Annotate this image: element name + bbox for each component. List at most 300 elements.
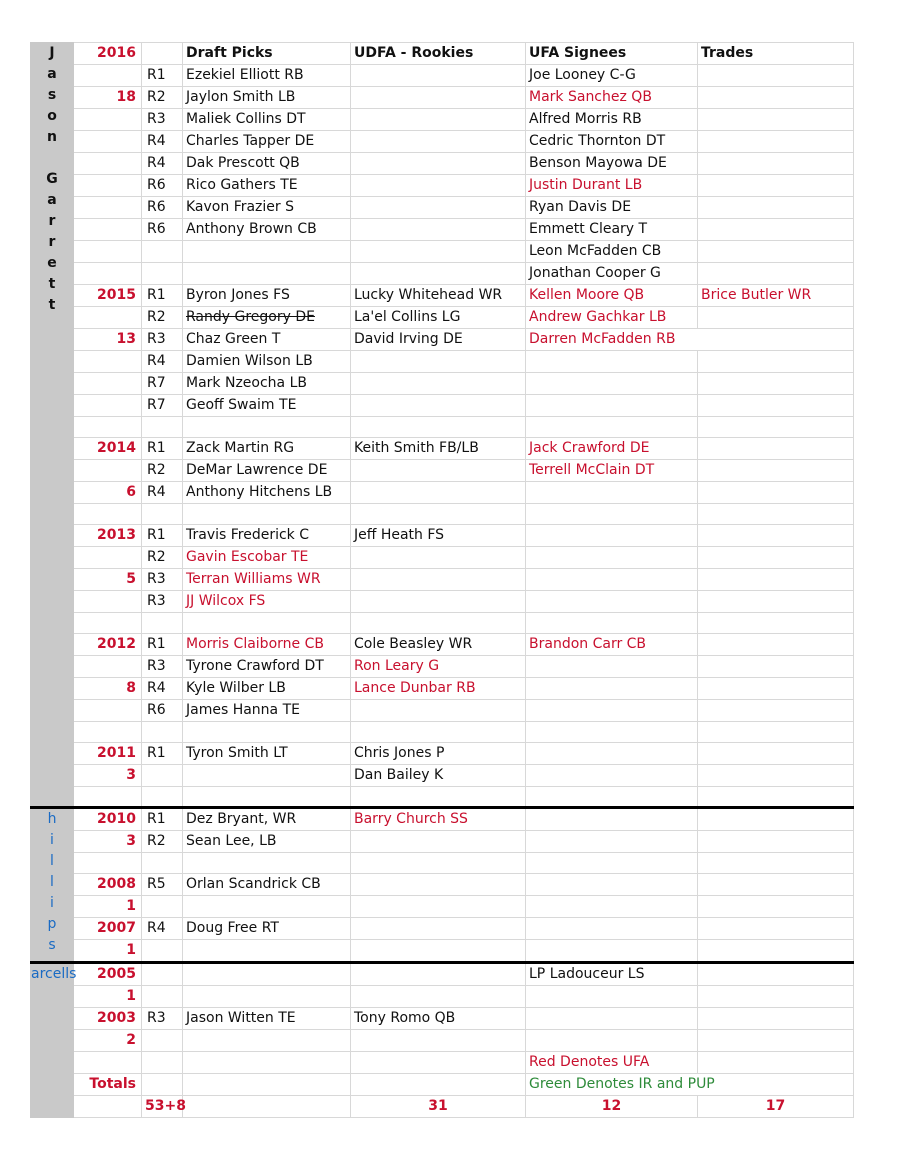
- draft-pick-cell: [183, 896, 351, 918]
- ufa-signee-cell: Justin Durant LB: [526, 175, 698, 197]
- draft-pick-cell: Travis Frederick C: [183, 525, 351, 547]
- round-cell: R3: [142, 1008, 183, 1030]
- draft-pick-cell: Terran Williams WR: [183, 569, 351, 591]
- ufa-signee-cell: [526, 351, 698, 373]
- draft-pick-cell: Dez Bryant, WR: [183, 808, 351, 831]
- table-row: [31, 131, 854, 153]
- trade-cell: [698, 1008, 854, 1030]
- trade-cell: [698, 896, 854, 918]
- round-cell: R3: [142, 109, 183, 131]
- table-row: [31, 241, 854, 263]
- coach-letter: h: [47, 811, 57, 827]
- year-cell: [74, 547, 142, 569]
- round-cell: R2: [142, 307, 183, 329]
- ufa-signee-cell: Red Denotes UFA: [526, 1052, 698, 1074]
- round-cell: R4: [142, 482, 183, 504]
- ufa-signee-cell: [526, 678, 698, 700]
- ufa-signee-cell: Kellen Moore QB: [526, 285, 698, 307]
- draft-pick-cell: [183, 613, 351, 634]
- draft-pick-cell: Ezekiel Elliott RB: [183, 65, 351, 87]
- udfa-cell: [351, 918, 526, 940]
- table-row: [31, 460, 854, 482]
- udfa-cell: [351, 504, 526, 525]
- udfa-cell: Lucky Whitehead WR: [351, 285, 526, 307]
- year-cell: Totals: [74, 1074, 142, 1096]
- draft-pick-cell: Maliek Collins DT: [183, 109, 351, 131]
- round-cell: [142, 1074, 183, 1096]
- year-cell: [74, 722, 142, 743]
- draft-pick-cell: [183, 263, 351, 285]
- udfa-cell: Barry Church SS: [351, 808, 526, 831]
- udfa-cell: [351, 153, 526, 175]
- header-row: [31, 43, 854, 65]
- ufa-signee-cell: Cedric Thornton DT: [526, 131, 698, 153]
- round-cell: R6: [142, 175, 183, 197]
- trade-cell: [698, 656, 854, 678]
- udfa-cell: [351, 700, 526, 722]
- table-row: [31, 569, 854, 591]
- year-cell: [74, 131, 142, 153]
- round-cell: R1: [142, 65, 183, 87]
- round-cell: R4: [142, 918, 183, 940]
- ufa-signee-cell: [526, 853, 698, 874]
- draft-pick-cell: [183, 853, 351, 874]
- coach-letter: a: [47, 192, 57, 208]
- table-row: [31, 743, 854, 765]
- udfa-cell: [351, 87, 526, 109]
- draft-pick-cell: [183, 417, 351, 438]
- udfa-cell: Jeff Heath FS: [351, 525, 526, 547]
- ufa-signee-cell: [526, 765, 698, 787]
- table-row: [31, 153, 854, 175]
- trade-cell: Brice Butler WR: [698, 285, 854, 307]
- trade-cell: [698, 765, 854, 787]
- year-cell: [74, 307, 142, 329]
- udfa-cell: Tony Romo QB: [351, 1008, 526, 1030]
- round-cell: R6: [142, 219, 183, 241]
- trade-cell: [698, 504, 854, 525]
- coach-letter: a: [31, 966, 40, 982]
- table-row: [31, 986, 854, 1008]
- ufa-signee-cell: [526, 896, 698, 918]
- ufa-signee-cell: [526, 722, 698, 743]
- table-row: [31, 722, 854, 743]
- draft-pick-cell: Anthony Brown CB: [183, 219, 351, 241]
- ufa-signee-cell: [526, 525, 698, 547]
- round-cell: R6: [142, 700, 183, 722]
- year-cell: [74, 417, 142, 438]
- year-cell: [74, 1052, 142, 1074]
- table-row: [31, 765, 854, 787]
- draft-pick-cell: Sean Lee, LB: [183, 831, 351, 853]
- draft-pick-cell: Gavin Escobar TE: [183, 547, 351, 569]
- table-row: [31, 87, 854, 109]
- ufa-signee-cell: Ryan Davis DE: [526, 197, 698, 219]
- table-row: [31, 351, 854, 373]
- table-row: [31, 591, 854, 613]
- round-cell: R4: [142, 351, 183, 373]
- draft-pick-cell: Zack Martin RG: [183, 438, 351, 460]
- draft-pick-cell: Doug Free RT: [183, 918, 351, 940]
- coach-letter: e: [52, 966, 62, 982]
- udfa-cell: [351, 395, 526, 417]
- draft-pick-cell: Anthony Hitchens LB: [183, 482, 351, 504]
- trade-cell: [698, 525, 854, 547]
- draft-pick-cell: Geoff Swaim TE: [183, 395, 351, 417]
- trade-cell: [698, 351, 854, 373]
- draft-pick-cell: Morris Claiborne CB: [183, 634, 351, 656]
- round-cell: [142, 241, 183, 263]
- ufa-signee-cell: Joe Looney C-G: [526, 65, 698, 87]
- round-cell: R3: [142, 329, 183, 351]
- trade-cell: [698, 831, 854, 853]
- draft-pick-cell: [183, 1074, 351, 1096]
- udfa-cell: [351, 853, 526, 874]
- trade-cell: [698, 874, 854, 896]
- round-cell: R6: [142, 197, 183, 219]
- ufa-signee-cell: [526, 482, 698, 504]
- trade-cell: [698, 700, 854, 722]
- ufa-signee-cell: Jack Crawford DE: [526, 438, 698, 460]
- header-draft-picks: Draft Picks: [183, 43, 351, 65]
- ufa-signee-cell: [526, 986, 698, 1008]
- round-cell: R3: [142, 656, 183, 678]
- ufa-signee-cell: [526, 417, 698, 438]
- udfa-cell: [351, 547, 526, 569]
- table-row: [31, 1030, 854, 1052]
- draft-pick-cell: DeMar Lawrence DE: [183, 460, 351, 482]
- table-row: [31, 918, 854, 940]
- round-cell: R4: [142, 131, 183, 153]
- draft-pick-cell: Randy Gregory DE: [183, 307, 351, 329]
- udfa-cell: La'el Collins LG: [351, 307, 526, 329]
- draft-pick-cell: Jason Witten TE: [183, 1008, 351, 1030]
- ufa-signee-cell: [526, 504, 698, 525]
- year-cell: [74, 460, 142, 482]
- ufa-signee-cell: Andrew Gachkar LB: [526, 307, 698, 329]
- udfa-cell: [351, 1074, 526, 1096]
- draft-pick-cell: Kyle Wilber LB: [183, 678, 351, 700]
- trade-cell: [698, 109, 854, 131]
- draft-pick-cell: Kavon Frazier S: [183, 197, 351, 219]
- year-cell: 3: [74, 831, 142, 853]
- udfa-cell: [351, 241, 526, 263]
- year-cell: [74, 504, 142, 525]
- coach-letter: i: [50, 895, 54, 911]
- round-cell: [142, 853, 183, 874]
- header-round: [142, 43, 183, 65]
- draft-pick-cell: [183, 1030, 351, 1052]
- year-cell: [74, 351, 142, 373]
- table-row: [31, 853, 854, 874]
- year-cell: 2005: [74, 963, 142, 986]
- ufa-signee-cell: Jonathan Cooper G: [526, 263, 698, 285]
- year-cell: 6: [74, 482, 142, 504]
- coach-letter: l: [61, 966, 66, 982]
- table-row: [31, 613, 854, 634]
- trade-cell: [698, 986, 854, 1008]
- round-cell: R7: [142, 395, 183, 417]
- ufa-signee-cell: [526, 940, 698, 963]
- table-row: [31, 656, 854, 678]
- round-cell: R1: [142, 743, 183, 765]
- table-row: [31, 1052, 854, 1074]
- udfa-cell: Keith Smith FB/LB: [351, 438, 526, 460]
- table-row: [31, 329, 854, 351]
- round-cell: R1: [142, 438, 183, 460]
- year-cell: 5: [74, 569, 142, 591]
- ufa-signee-cell: Green Denotes IR and PUP: [526, 1074, 854, 1096]
- trade-cell: [698, 65, 854, 87]
- udfa-cell: [351, 896, 526, 918]
- ufa-signee-cell: [526, 547, 698, 569]
- trade-cell: [698, 263, 854, 285]
- table-row: [31, 700, 854, 722]
- draft-pick-cell: Orlan Scandrick CB: [183, 874, 351, 896]
- year-cell: 2011: [74, 743, 142, 765]
- year-cell: [74, 263, 142, 285]
- udfa-cell: David Irving DE: [351, 329, 526, 351]
- coach-letter: t: [48, 276, 56, 292]
- year-cell: 2008: [74, 874, 142, 896]
- coach-letter: n: [47, 129, 57, 145]
- ufa-signee-cell: Brandon Carr CB: [526, 634, 698, 656]
- draft-pick-cell: [183, 1052, 351, 1074]
- coach-letter: [31, 148, 73, 169]
- year-cell: 2014: [74, 438, 142, 460]
- round-cell: R1: [142, 285, 183, 307]
- year-cell: 2013: [74, 525, 142, 547]
- udfa-cell: [351, 197, 526, 219]
- round-cell: [142, 765, 183, 787]
- round-cell: [142, 417, 183, 438]
- round-cell: [142, 963, 183, 986]
- draft-pick-cell: Damien Wilson LB: [183, 351, 351, 373]
- table-row: [31, 525, 854, 547]
- round-cell: R2: [142, 460, 183, 482]
- year-cell: 2007: [74, 918, 142, 940]
- coach-letter: p: [47, 916, 57, 932]
- total-udfa: 12: [526, 1096, 698, 1118]
- table-row: [31, 175, 854, 197]
- round-cell: R2: [142, 547, 183, 569]
- year-cell: [74, 656, 142, 678]
- year-cell: 2: [74, 1030, 142, 1052]
- trade-cell: [698, 460, 854, 482]
- table-row: [31, 504, 854, 525]
- draft-pick-cell: [183, 241, 351, 263]
- coach-letter: e: [47, 255, 57, 271]
- coach-letter: l: [65, 966, 70, 982]
- udfa-cell: Ron Leary G: [351, 656, 526, 678]
- trade-cell: [698, 963, 854, 986]
- round-cell: R5: [142, 874, 183, 896]
- trade-cell: [698, 373, 854, 395]
- table-row: [31, 482, 854, 504]
- table-row: [31, 1074, 854, 1096]
- round-cell: [142, 986, 183, 1008]
- year-cell: [74, 219, 142, 241]
- draft-pick-cell: [183, 765, 351, 787]
- udfa-cell: [351, 175, 526, 197]
- year-cell: [74, 591, 142, 613]
- trade-cell: [698, 438, 854, 460]
- year-cell: 2012: [74, 634, 142, 656]
- ufa-signee-cell: [526, 591, 698, 613]
- ufa-signee-cell: Benson Mayowa DE: [526, 153, 698, 175]
- ufa-signee-cell: [526, 613, 698, 634]
- draft-pick-cell: Tyron Smith LT: [183, 743, 351, 765]
- udfa-cell: [351, 831, 526, 853]
- round-cell: R4: [142, 153, 183, 175]
- table-row: [31, 197, 854, 219]
- coach-letter: t: [48, 297, 56, 313]
- ufa-signee-cell: [526, 1030, 698, 1052]
- table-row: [31, 963, 854, 986]
- draft-pick-cell: [183, 986, 351, 1008]
- table-row: [31, 678, 854, 700]
- ufa-signee-cell: [526, 787, 698, 808]
- roster-table: [30, 42, 854, 1118]
- trade-cell: [698, 175, 854, 197]
- table-row: [31, 1008, 854, 1030]
- round-cell: R3: [142, 591, 183, 613]
- ufa-signee-cell: [526, 874, 698, 896]
- ufa-signee-cell: Leon McFadden CB: [526, 241, 698, 263]
- table-row: [31, 65, 854, 87]
- round-cell: R1: [142, 634, 183, 656]
- coach-letter: c: [45, 966, 53, 982]
- trade-cell: [698, 395, 854, 417]
- header-trades: Trades: [698, 43, 854, 65]
- round-cell: [142, 504, 183, 525]
- udfa-cell: [351, 373, 526, 395]
- round-cell: R1: [142, 525, 183, 547]
- ufa-signee-cell: [526, 700, 698, 722]
- round-cell: [142, 1030, 183, 1052]
- udfa-cell: [351, 417, 526, 438]
- ufa-signee-cell: [526, 656, 698, 678]
- draft-pick-cell: Charles Tapper DE: [183, 131, 351, 153]
- coach-letter: J: [49, 45, 55, 61]
- totals-round-blank: [183, 1096, 351, 1118]
- round-cell: R3: [142, 569, 183, 591]
- ufa-signee-cell: Alfred Morris RB: [526, 109, 698, 131]
- round-cell: R4: [142, 678, 183, 700]
- udfa-cell: [351, 986, 526, 1008]
- udfa-cell: [351, 351, 526, 373]
- udfa-cell: [351, 963, 526, 986]
- udfa-cell: [351, 109, 526, 131]
- draft-pick-cell: [183, 787, 351, 808]
- table-row: [31, 307, 854, 329]
- year-cell: [74, 65, 142, 87]
- year-cell: 1: [74, 896, 142, 918]
- round-cell: [142, 896, 183, 918]
- draft-pick-cell: Chaz Green T: [183, 329, 351, 351]
- year-cell: [74, 613, 142, 634]
- table-row: [31, 808, 854, 831]
- coach-letter: o: [47, 108, 57, 124]
- coach-letter: l: [50, 853, 54, 869]
- ufa-signee-cell: Mark Sanchez QB: [526, 87, 698, 109]
- total-draft-picks: 31: [351, 1096, 526, 1118]
- trade-cell: [698, 241, 854, 263]
- year-cell: [74, 109, 142, 131]
- coach-letter: r: [39, 966, 46, 982]
- trade-cell: [698, 131, 854, 153]
- year-cell: 18: [74, 87, 142, 109]
- coach-label-1: [31, 808, 74, 963]
- trade-cell: [698, 219, 854, 241]
- draft-pick-cell: James Hanna TE: [183, 700, 351, 722]
- table-row: [31, 373, 854, 395]
- ufa-signee-cell: Darren McFadden RB: [526, 329, 854, 351]
- trade-cell: [698, 591, 854, 613]
- udfa-cell: [351, 219, 526, 241]
- coach-label-0: [31, 43, 74, 808]
- coach-letter: s: [48, 937, 56, 953]
- trade-cell: [698, 722, 854, 743]
- roster-spreadsheet: [30, 42, 853, 1118]
- table-row: [31, 547, 854, 569]
- udfa-cell: Cole Beasley WR: [351, 634, 526, 656]
- totals-spacer: [74, 1096, 142, 1118]
- trade-cell: [698, 787, 854, 808]
- round-cell: [142, 940, 183, 963]
- udfa-cell: [351, 65, 526, 87]
- draft-pick-cell: Mark Nzeocha LB: [183, 373, 351, 395]
- year-cell: [74, 197, 142, 219]
- year-cell: [74, 241, 142, 263]
- round-cell: [142, 787, 183, 808]
- draft-pick-cell: Tyrone Crawford DT: [183, 656, 351, 678]
- trade-cell: [698, 569, 854, 591]
- udfa-cell: [351, 722, 526, 743]
- udfa-cell: [351, 1052, 526, 1074]
- year-cell: 8: [74, 678, 142, 700]
- trade-cell: [698, 307, 854, 329]
- udfa-cell: [351, 569, 526, 591]
- draft-pick-cell: Byron Jones FS: [183, 285, 351, 307]
- ufa-signee-cell: [526, 569, 698, 591]
- table-row: [31, 787, 854, 808]
- year-cell: [74, 700, 142, 722]
- year-cell: [74, 153, 142, 175]
- trade-cell: [698, 808, 854, 831]
- draft-pick-cell: [183, 963, 351, 986]
- table-row: [31, 634, 854, 656]
- round-cell: [142, 613, 183, 634]
- coach-letter: r: [48, 213, 56, 229]
- totals-row: [31, 1096, 854, 1118]
- draft-pick-cell: Jaylon Smith LB: [183, 87, 351, 109]
- draft-pick-cell: Dak Prescott QB: [183, 153, 351, 175]
- round-cell: [142, 722, 183, 743]
- year-cell: 3: [74, 765, 142, 787]
- udfa-cell: [351, 591, 526, 613]
- table-row: [31, 831, 854, 853]
- trade-cell: [698, 417, 854, 438]
- udfa-cell: [351, 131, 526, 153]
- round-cell: [142, 1052, 183, 1074]
- trade-cell: [698, 153, 854, 175]
- trade-cell: [698, 613, 854, 634]
- trade-cell: [698, 940, 854, 963]
- draft-pick-cell: [183, 940, 351, 963]
- table-row: [31, 263, 854, 285]
- table-row: [31, 395, 854, 417]
